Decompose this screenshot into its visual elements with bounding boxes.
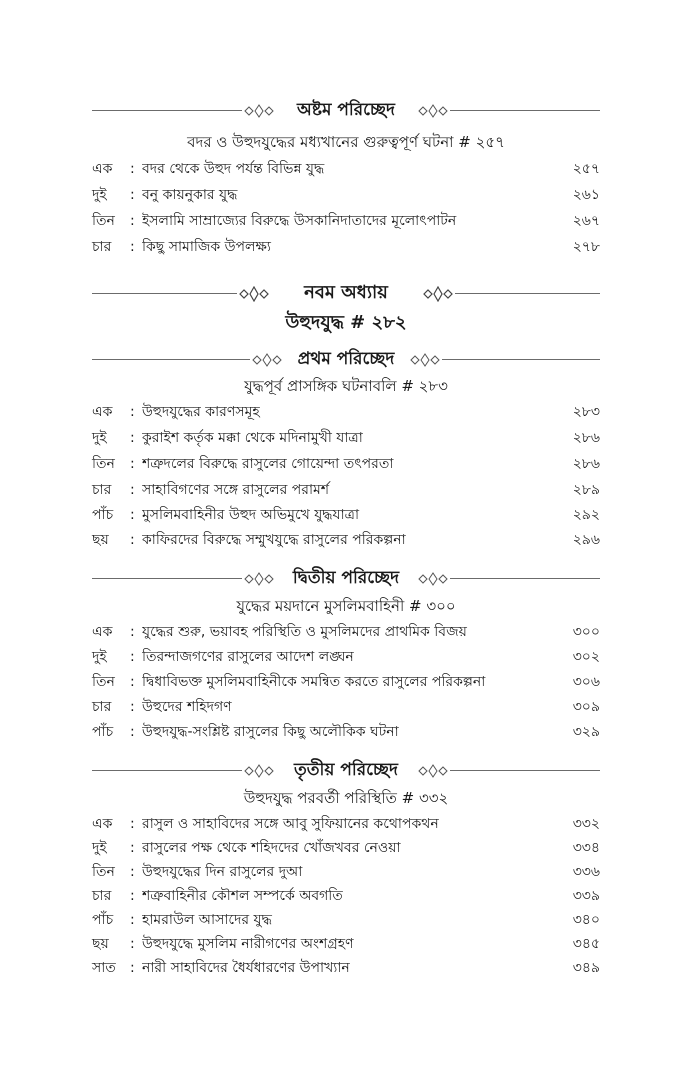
entry-title: বনু কায়নুকার যুদ্ধ	[142, 187, 238, 203]
entry-page: ২৫৭	[572, 161, 600, 177]
entry-title: হামরাউল আসাদের যুদ্ধ	[142, 912, 272, 928]
entry-page: ২৭৮	[572, 239, 600, 255]
entry-page: ২৯৬	[572, 532, 600, 548]
toc-entry[interactable]: সাত : নারী সাহাবিদের ধৈর্যধারণের উপাখ্যান ৩৪৯	[92, 956, 600, 980]
chapter-divider	[92, 280, 600, 308]
entry-title: শত্রুবাহিনীর কৌশল সম্পর্কে অবগতি	[142, 888, 343, 904]
section-subtitle: বদর ও উহুদযুদ্ধের মধ্যখানের গুরুত্বপূর্ণ ঘটনা # ২৫৭	[187, 133, 505, 151]
toc-entry[interactable]: দুই : বনু কায়নুকার যুদ্ধ ২৬১	[92, 183, 600, 207]
chapter-heading: নবম অধ্যায়	[304, 282, 388, 303]
section-divider	[92, 346, 600, 374]
section-subtitle: যুদ্ধপূর্ব প্রাসঙ্গিক ঘটনাবলি # ২৮৩	[244, 377, 448, 395]
section-heading: অষ্টম পরিচ্ছেদ	[297, 100, 395, 120]
entry-page: ৩৩২	[572, 816, 600, 832]
toc-entry[interactable]: চার : সাহাবিগণের সঙ্গে রাসুলের পরামর্শ ২৮৯	[92, 478, 600, 502]
entry-title: দ্বিধাবিভক্ত মুসলিমবাহিনীকে সমন্বিত করতে রাসুলের পরিকল্পনা	[142, 674, 486, 690]
entry-page: ২৮৬	[572, 430, 600, 446]
entry-title: বদর থেকে উহুদ পর্যন্ত বিভিন্ন যুদ্ধ	[142, 161, 325, 177]
section-heading: তৃতীয় পরিচ্ছেদ	[294, 760, 398, 780]
entry-page: ২৬৭	[572, 213, 600, 229]
entry-title: কিছু সামাজিক উপলক্ষ্য	[142, 239, 271, 255]
toc-entry[interactable]: পাঁচ : হামরাউল আসাদের যুদ্ধ ৩৪০	[92, 908, 600, 932]
entry-title: রাসুলের পক্ষ থেকে শহিদদের খোঁজখবর নেওয়া	[142, 840, 401, 856]
entry-number: তিন	[92, 456, 115, 472]
entry-page: ৩৩৪	[572, 840, 600, 856]
entry-number: দুই	[92, 187, 107, 203]
entry-page: ৩৪০	[572, 912, 600, 928]
toc-entry[interactable]: চার : শত্রুবাহিনীর কৌশল সম্পর্কে অবগতি ৩৩৯	[92, 884, 600, 908]
entry-page: ৩৪৫	[572, 936, 600, 952]
entry-page: ২৮৩	[572, 404, 600, 420]
entry-number: এক	[92, 624, 113, 640]
toc-entry[interactable]: তিন : দ্বিধাবিভক্ত মুসলিমবাহিনীকে সমন্বিত করতে রাসুলের পরিকল্পনা ৩০৬	[92, 670, 600, 694]
entry-title: কুরাইশ কর্তৃক মক্কা থেকে মদিনামুখী যাত্রা	[142, 430, 363, 446]
entry-number: দুই	[92, 840, 107, 856]
entry-number: চার	[92, 239, 112, 255]
toc-entry[interactable]: এক : বদর থেকে উহুদ পর্যন্ত বিভিন্ন যুদ্ধ ২৫৭	[92, 157, 600, 181]
entry-number: চার	[92, 699, 112, 715]
section-divider	[92, 97, 600, 125]
entry-page: ৩০২	[572, 649, 600, 665]
entry-page: ৩২৯	[572, 724, 600, 740]
section-divider	[92, 565, 600, 593]
entry-title: উহুদযুদ্ধের কারণসমূহ	[142, 404, 260, 420]
entry-number: পাঁচ	[92, 724, 114, 740]
entry-title: উহুদযুদ্ধ-সংশ্লিষ্ট রাসুলের কিছু অলৌকিক ঘটনা	[142, 724, 399, 740]
section-heading: প্রথম পরিচ্ছেদ	[297, 349, 395, 369]
section-subtitle: যুদ্ধের ময়দানে মুসলিমবাহিনী # ৩০০	[236, 597, 456, 615]
entry-number: চার	[92, 888, 112, 904]
entry-number: চার	[92, 482, 112, 498]
toc-entry[interactable]: এক : রাসুল ও সাহাবিদের সঙ্গে আবু সুফিয়ানের কথোপকথন ৩৩২	[92, 812, 600, 836]
entry-number: দুই	[92, 430, 107, 446]
entry-page: ২৬১	[572, 187, 600, 203]
entry-title: উহুদযুদ্ধে মুসলিম নারীগণের অংশগ্রহণ	[142, 936, 354, 952]
section-heading: দ্বিতীয় পরিচ্ছেদ	[292, 568, 400, 588]
section-subtitle: উহুদযুদ্ধ পরবর্তী পরিস্থিতি # ৩৩২	[243, 789, 449, 807]
toc-entry[interactable]: পাঁচ : মুসলিমবাহিনীর উহুদ অভিমুখে যুদ্ধযাত্রা ২৯২	[92, 503, 600, 527]
toc-entry[interactable]: তিন : শত্রুদলের বিরুদ্ধে রাসুলের গোয়েন্দা তৎপরতা ২৮৬	[92, 452, 600, 476]
entry-page: ৩৩৯	[572, 888, 600, 904]
entry-number: এক	[92, 404, 113, 420]
entry-page: ৩৪৯	[572, 960, 600, 976]
entry-number: দুই	[92, 649, 107, 665]
entry-page: ৩০৬	[572, 674, 600, 690]
entry-page: ৩৩৬	[572, 864, 600, 880]
entry-title: তিরন্দাজগণের রাসুলের আদেশ লঙ্ঘন	[142, 649, 354, 665]
entry-number: তিন	[92, 674, 115, 690]
entry-title: শত্রুদলের বিরুদ্ধে রাসুলের গোয়েন্দা তৎপরতা	[142, 456, 394, 472]
entry-number: পাঁচ	[92, 507, 114, 523]
entry-page: ২৮৬	[572, 456, 600, 472]
section-divider	[92, 757, 600, 785]
entry-title: কাফিরদের বিরুদ্ধে সম্মুখযুদ্ধে রাসুলের পরিকল্পনা	[142, 532, 406, 548]
entry-title: মুসলিমবাহিনীর উহুদ অভিমুখে যুদ্ধযাত্রা	[142, 507, 360, 523]
chapter-title: উহুদযুদ্ধ # ২৮২	[285, 312, 407, 333]
entry-number: এক	[92, 816, 113, 832]
toc-entry[interactable]: এক : যুদ্ধের শুরু, ভয়াবহ পরিস্থিতি ও মুসলিমদের প্রাথমিক বিজয় ৩০০	[92, 620, 600, 644]
entry-number: তিন	[92, 213, 115, 229]
entry-number: সাত	[92, 960, 116, 976]
entry-title: নারী সাহাবিদের ধৈর্যধারণের উপাখ্যান	[142, 960, 350, 976]
toc-entry[interactable]: ছয় : উহুদযুদ্ধে মুসলিম নারীগণের অংশগ্রহণ ৩৪৫	[92, 932, 600, 956]
toc-entry[interactable]: দুই : রাসুলের পক্ষ থেকে শহিদদের খোঁজখবর নেওয়া ৩৩৪	[92, 836, 600, 860]
entry-title: উহুদযুদ্ধের দিন রাসুলের দুআ	[142, 864, 303, 880]
toc-entry[interactable]: চার : কিছু সামাজিক উপলক্ষ্য ২৭৮	[92, 235, 600, 259]
entry-number: পাঁচ	[92, 912, 114, 928]
toc-entry[interactable]: তিন : ইসলামি সাম্রাজ্যের বিরুদ্ধে উসকানিদাতাদের মূলোৎপাটন ২৬৭	[92, 209, 600, 233]
entry-title: ইসলামি সাম্রাজ্যের বিরুদ্ধে উসকানিদাতাদের মূলোৎপাটন	[142, 213, 457, 229]
entry-page: ৩০০	[572, 624, 600, 640]
entry-title: রাসুল ও সাহাবিদের সঙ্গে আবু সুফিয়ানের কথোপকথন	[142, 816, 439, 832]
toc-entry[interactable]: পাঁচ : উহুদযুদ্ধ-সংশ্লিষ্ট রাসুলের কিছু অলৌকিক ঘটনা ৩২৯	[92, 720, 600, 744]
entry-title: উহুদের শহিদগণ	[142, 699, 232, 715]
entry-page: ৩০৯	[572, 699, 600, 715]
entry-title: সাহাবিগণের সঙ্গে রাসুলের পরামর্শ	[142, 482, 330, 498]
entry-number: তিন	[92, 864, 115, 880]
entry-number: এক	[92, 161, 113, 177]
toc-entry[interactable]: চার : উহুদের শহিদগণ ৩০৯	[92, 695, 600, 719]
toc-entry[interactable]: দুই : কুরাইশ কর্তৃক মক্কা থেকে মদিনামুখী যাত্রা ২৮৬	[92, 426, 600, 450]
entry-number: ছয়	[92, 532, 109, 548]
toc-entry[interactable]: এক : উহুদযুদ্ধের কারণসমূহ ২৮৩	[92, 400, 600, 424]
toc-entry[interactable]: তিন : উহুদযুদ্ধের দিন রাসুলের দুআ ৩৩৬	[92, 860, 600, 884]
toc-entry[interactable]: ছয় : কাফিরদের বিরুদ্ধে সম্মুখযুদ্ধে রাসুলের পরিকল্পনা ২৯৬	[92, 528, 600, 552]
entry-number: ছয়	[92, 936, 109, 952]
entry-title: যুদ্ধের শুরু, ভয়াবহ পরিস্থিতি ও মুসলিমদের প্রাথমিক বিজয়	[142, 624, 467, 640]
entry-page: ২৯২	[572, 507, 600, 523]
entry-page: ২৮৯	[572, 482, 600, 498]
toc-entry[interactable]: দুই : তিরন্দাজগণের রাসুলের আদেশ লঙ্ঘন ৩০২	[92, 645, 600, 669]
